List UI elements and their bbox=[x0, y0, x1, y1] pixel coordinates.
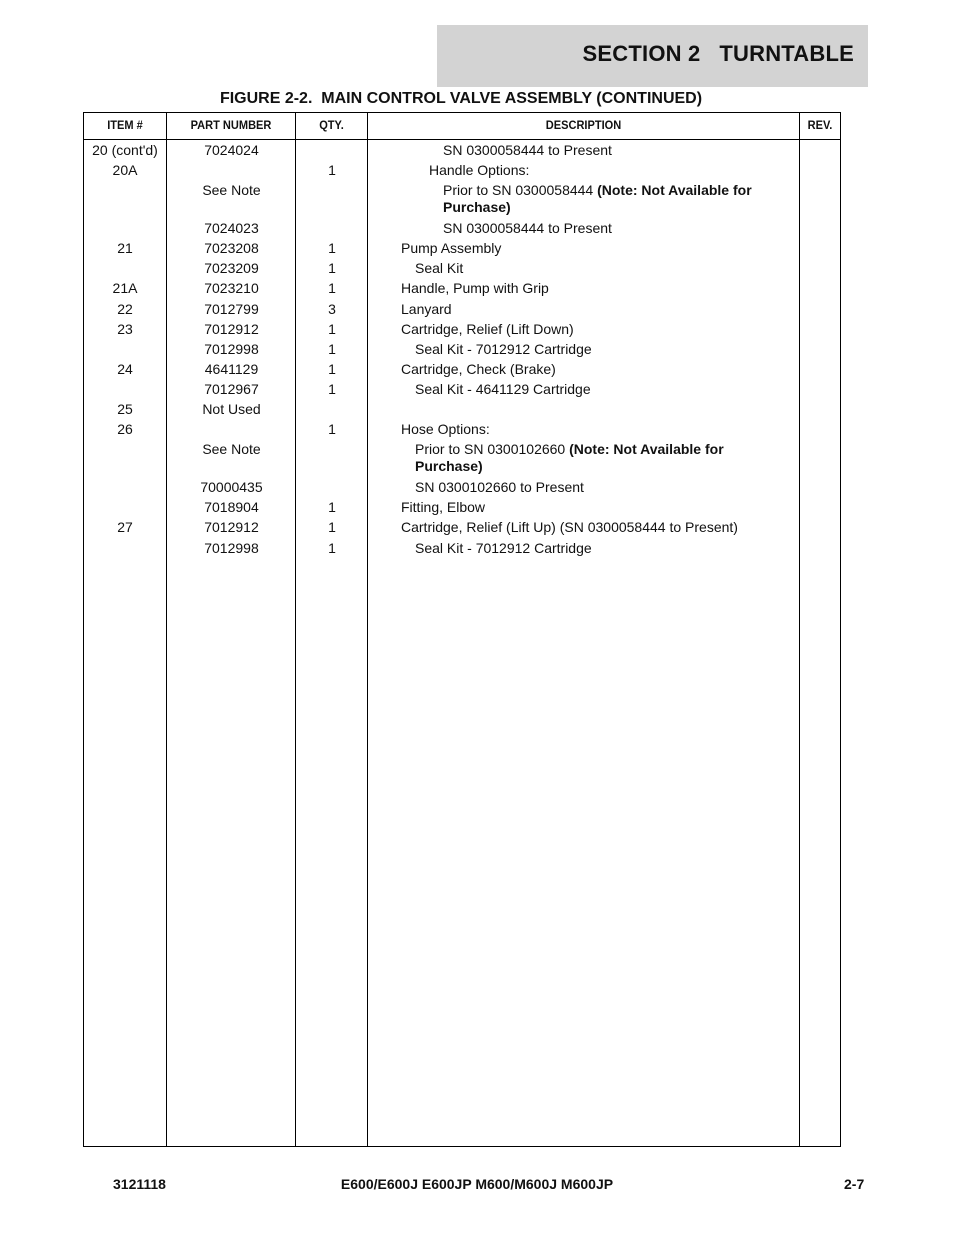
description bbox=[369, 182, 863, 216]
description bbox=[369, 260, 835, 277]
item-number: 26 bbox=[117, 421, 133, 438]
quantity: 1 bbox=[328, 539, 336, 556]
item-number: 20 (cont'd) bbox=[92, 142, 158, 158]
table-row bbox=[84, 477, 840, 497]
table-row bbox=[84, 359, 840, 379]
table-row bbox=[84, 278, 840, 298]
table-row bbox=[84, 140, 840, 160]
description bbox=[369, 321, 821, 338]
purchase-note: (Note: Not Available for bbox=[569, 441, 724, 458]
description bbox=[369, 240, 821, 257]
description-text: Prior to SN 0300102660 bbox=[415, 441, 570, 458]
quantity: 1 bbox=[328, 340, 336, 357]
quantity: 1 bbox=[328, 421, 336, 438]
header-rev: REV. bbox=[807, 118, 833, 132]
part-number: See Note bbox=[202, 182, 261, 199]
description-text: Cartridge, Relief (Lift Down) bbox=[401, 320, 574, 337]
header-part-number: PART NUMBER bbox=[190, 118, 272, 132]
part-number: 7012912 bbox=[204, 519, 259, 536]
table-row bbox=[84, 339, 840, 359]
table-row bbox=[84, 538, 840, 558]
quantity: 1 bbox=[328, 260, 336, 277]
purchase-note-continued: Purchase) bbox=[443, 199, 511, 216]
section-banner bbox=[437, 25, 868, 87]
description-text: Cartridge, Relief (Lift Up) (SN 0300058444 to Present) bbox=[401, 519, 738, 536]
part-number: 7012967 bbox=[204, 380, 259, 397]
part-number: 7023208 bbox=[204, 240, 259, 257]
description bbox=[369, 361, 821, 378]
quantity: 1 bbox=[328, 320, 336, 337]
table-row bbox=[84, 517, 840, 537]
description-text: Fitting, Elbow bbox=[401, 499, 486, 516]
description-text: Handle, Pump with Grip bbox=[401, 280, 549, 297]
description-text: Seal Kit - 4641129 Cartridge bbox=[415, 380, 591, 397]
part-number: 7024024 bbox=[204, 142, 259, 158]
item-number: 23 bbox=[117, 320, 133, 337]
description bbox=[369, 301, 821, 318]
table-row bbox=[84, 238, 840, 258]
quantity: 1 bbox=[328, 280, 336, 297]
description bbox=[369, 421, 821, 438]
description-text: Prior to SN 0300058444 bbox=[443, 182, 598, 199]
part-number: 7012799 bbox=[204, 300, 259, 317]
table-row bbox=[84, 258, 840, 278]
description bbox=[369, 519, 821, 536]
description bbox=[369, 479, 835, 496]
table-row bbox=[84, 419, 840, 439]
item-number: 21 bbox=[117, 240, 133, 257]
quantity: 1 bbox=[328, 162, 336, 179]
footer-models: E600/E600J E600JP M600/M600J M600JP bbox=[340, 1176, 614, 1192]
description-text: Hose Options: bbox=[401, 421, 490, 438]
header-item: ITEM # bbox=[107, 118, 143, 132]
description-text: Pump Assembly bbox=[401, 240, 502, 257]
description bbox=[369, 381, 835, 398]
part-number: See Note bbox=[202, 441, 261, 458]
table-row bbox=[84, 319, 840, 339]
table-row bbox=[84, 379, 840, 399]
part-number: 4641129 bbox=[204, 360, 259, 377]
header-description: DESCRIPTION bbox=[545, 118, 622, 132]
quantity: 1 bbox=[328, 519, 336, 536]
table-row bbox=[84, 497, 840, 517]
description bbox=[369, 341, 835, 358]
description-text: Cartridge, Check (Brake) bbox=[401, 360, 556, 377]
footer-doc-number: 3121118 bbox=[113, 1176, 166, 1192]
part-number: Not Used bbox=[202, 401, 261, 418]
description-text: SN 0300058444 to Present bbox=[443, 220, 612, 237]
description-text: SN 0300102660 to Present bbox=[415, 479, 584, 496]
part-number: 7023210 bbox=[204, 280, 259, 297]
description bbox=[369, 280, 821, 297]
quantity: 3 bbox=[328, 300, 336, 317]
description bbox=[369, 540, 835, 557]
item-number: 24 bbox=[117, 360, 133, 377]
table-row bbox=[84, 399, 840, 419]
purchase-note-continued: Purchase) bbox=[415, 458, 483, 475]
table-row bbox=[84, 180, 840, 218]
part-number: 7012998 bbox=[204, 340, 259, 357]
description-text: Handle Options: bbox=[429, 162, 530, 179]
item-number: 22 bbox=[117, 300, 133, 317]
figure-title: FIGURE 2-2. MAIN CONTROL VALVE ASSEMBLY (CONTINUED) bbox=[219, 90, 703, 107]
description-text: Lanyard bbox=[401, 300, 452, 317]
part-number: 70000435 bbox=[200, 479, 263, 496]
part-number: 7018904 bbox=[204, 499, 259, 516]
quantity: 1 bbox=[328, 499, 336, 516]
parts-table bbox=[83, 112, 841, 1147]
part-number: 7023209 bbox=[204, 260, 259, 277]
item-number: 21A bbox=[112, 280, 138, 297]
description-text: Seal Kit - 7012912 Cartridge bbox=[415, 539, 592, 556]
description bbox=[369, 142, 863, 159]
part-number: 7024023 bbox=[204, 220, 259, 237]
item-number: 25 bbox=[117, 401, 133, 418]
table-row bbox=[84, 160, 840, 180]
purchase-note: (Note: Not Available for bbox=[597, 182, 752, 199]
description bbox=[369, 220, 863, 237]
quantity: 1 bbox=[328, 360, 336, 377]
table-row bbox=[84, 299, 840, 319]
quantity: 1 bbox=[328, 240, 336, 257]
description-text: Seal Kit - 7012912 Cartridge bbox=[415, 340, 592, 357]
description bbox=[369, 441, 835, 475]
description-text: SN 0300058444 to Present bbox=[443, 142, 612, 158]
part-number: 7012912 bbox=[204, 320, 259, 337]
part-number: 7012998 bbox=[204, 539, 259, 556]
header-qty: QTY. bbox=[319, 118, 344, 132]
description bbox=[369, 499, 821, 516]
table-body bbox=[84, 140, 840, 558]
item-number: 27 bbox=[117, 519, 133, 536]
description bbox=[369, 162, 849, 179]
quantity: 1 bbox=[328, 380, 336, 397]
item-number: 20A bbox=[112, 162, 138, 179]
footer-page-number: 2-7 bbox=[844, 1176, 865, 1192]
description-text: Seal Kit bbox=[415, 260, 464, 277]
table-row bbox=[84, 439, 840, 477]
table-row bbox=[84, 218, 840, 238]
section-title: SECTION 2 TURNTABLE bbox=[582, 41, 854, 66]
